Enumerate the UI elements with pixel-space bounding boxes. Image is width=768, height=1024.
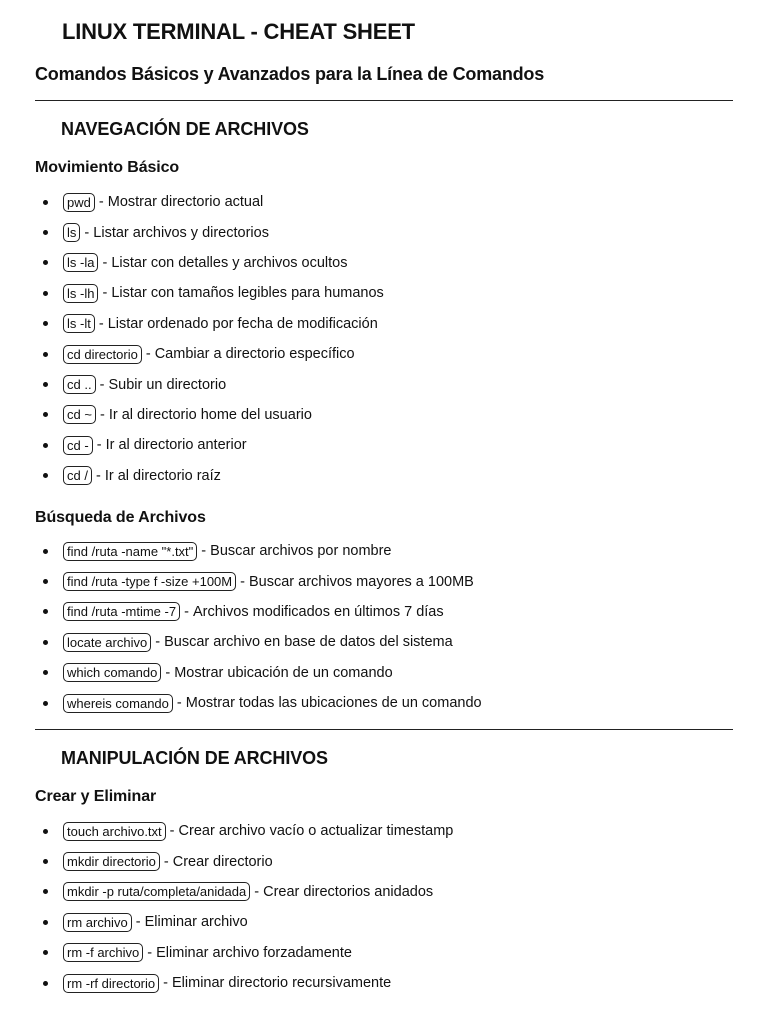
section-heading-manipulacion: MANIPULACIÓN DE ARCHIVOS: [61, 748, 328, 768]
group-heading-movimiento-basico: Movimiento Básico: [35, 159, 180, 176]
list-item-content: [63, 436, 247, 455]
separator: -: [161, 664, 175, 681]
bullet-icon: [43, 412, 48, 417]
bullet-icon: [43, 321, 48, 326]
command-description: Mostrar ubicación de un comando: [174, 664, 393, 681]
command-code: pwd: [63, 193, 95, 212]
group-heading-crear-eliminar: Crear y Eliminar: [35, 788, 157, 805]
list-item: [35, 846, 453, 876]
group-heading-busqueda-archivos: Búsqueda de Archivos: [35, 509, 206, 526]
list-item-content: [63, 405, 312, 424]
bullet-icon: [43, 859, 48, 864]
bullet-icon: [43, 920, 48, 925]
list-item-content: [63, 882, 433, 901]
bullet-icon: [43, 352, 48, 357]
command-code: which comando: [63, 663, 161, 682]
bullet-icon: [43, 443, 48, 448]
separator: -: [172, 695, 186, 712]
divider: [35, 100, 733, 101]
list-item-content: [63, 345, 355, 364]
list-item: [35, 369, 384, 399]
list-item: [35, 461, 384, 491]
command-code: rm -rf directorio: [63, 974, 159, 993]
command-description: Buscar archivos mayores a 100MB: [249, 573, 474, 590]
separator: -: [165, 823, 179, 840]
command-code: cd /: [63, 466, 92, 485]
command-code: locate archivo: [63, 633, 151, 652]
list-item: [35, 248, 384, 278]
list-item: [35, 627, 482, 657]
command-description: Buscar archivo en base de datos del sistema: [164, 634, 453, 651]
list-item-content: [63, 852, 273, 871]
list-item: [35, 597, 482, 627]
command-code: ls: [63, 223, 80, 242]
command-code: find /ruta -type f -size +100M: [63, 572, 236, 591]
bullet-icon: [43, 609, 48, 614]
separator: -: [91, 467, 105, 484]
command-description: Crear directorio: [172, 853, 273, 870]
bullet-icon: [43, 291, 48, 296]
separator: -: [151, 634, 165, 651]
separator: -: [131, 914, 145, 931]
list-item-content: [63, 314, 378, 333]
list-item-content: [63, 284, 384, 303]
bullet-icon: [43, 549, 48, 554]
section-heading-navegacion: NAVEGACIÓN DE ARCHIVOS: [61, 119, 309, 139]
bullet-icon: [43, 382, 48, 387]
list-item-content: [63, 974, 391, 993]
command-description: Eliminar directorio recursivamente: [172, 975, 392, 992]
separator: -: [94, 194, 108, 211]
command-description: Mostrar directorio actual: [107, 194, 264, 211]
bullet-icon: [43, 829, 48, 834]
command-description: Listar ordenado por fecha de modificación: [107, 315, 378, 332]
separator: -: [180, 603, 193, 620]
list-item-content: [63, 943, 352, 962]
bullet-icon: [43, 981, 48, 986]
list-item: [35, 658, 482, 688]
command-description: Ir al directorio anterior: [105, 437, 247, 454]
bullet-icon: [43, 260, 48, 265]
command-list-crear-eliminar: [35, 816, 453, 998]
list-item: [35, 688, 482, 718]
separator: -: [92, 437, 106, 454]
separator: -: [159, 975, 173, 992]
command-description: Crear archivo vacío o actualizar timestamp: [178, 823, 454, 840]
command-code: ls -la: [63, 253, 98, 272]
list-item-content: [63, 572, 474, 591]
list-item-content: [63, 602, 444, 621]
list-item-content: [63, 193, 263, 212]
bullet-icon: [43, 640, 48, 645]
list-item: [35, 968, 453, 998]
command-description: Buscar archivos por nombre: [210, 543, 392, 560]
bullet-icon: [43, 889, 48, 894]
list-item-content: [63, 633, 453, 652]
command-description: Archivos modificados en últimos 7 días: [192, 603, 444, 620]
command-code: cd -: [63, 436, 93, 455]
command-description: Listar con tamaños legibles para humanos: [111, 285, 384, 302]
command-code: ls -lh: [63, 284, 98, 303]
command-code: find /ruta -name "*.txt": [63, 542, 197, 561]
separator: -: [141, 346, 155, 363]
list-item: [35, 816, 453, 846]
command-code: cd ~: [63, 405, 96, 424]
command-code: touch archivo.txt: [63, 822, 166, 841]
list-item-content: [63, 542, 392, 561]
command-description: Subir un directorio: [108, 376, 227, 393]
command-code: mkdir directorio: [63, 852, 160, 871]
list-item-content: [63, 822, 453, 841]
separator: -: [159, 853, 173, 870]
bullet-icon: [43, 200, 48, 205]
list-item: [35, 400, 384, 430]
command-description: Cambiar a directorio específico: [154, 346, 355, 363]
list-item: [35, 536, 482, 566]
separator: -: [197, 543, 211, 560]
command-description: Eliminar archivo: [144, 914, 248, 931]
command-list-busqueda-archivos: [35, 536, 482, 718]
list-item: [35, 877, 453, 907]
command-code: find /ruta -mtime -7: [63, 602, 180, 621]
list-item: [35, 430, 384, 460]
list-item: [35, 309, 384, 339]
list-item: [35, 278, 384, 308]
command-code: rm -f archivo: [63, 943, 143, 962]
separator: -: [98, 254, 112, 271]
list-item-content: [63, 694, 482, 713]
command-description: Eliminar archivo forzadamente: [156, 944, 352, 961]
bullet-icon: [43, 670, 48, 675]
list-item-content: [63, 913, 248, 932]
list-item: [35, 566, 482, 596]
divider: [35, 729, 733, 730]
separator: -: [98, 285, 112, 302]
page-title: LINUX TERMINAL - CHEAT SHEET: [62, 19, 415, 44]
command-description: Mostrar todas las ubicaciones de un comando: [185, 695, 482, 712]
bullet-icon: [43, 579, 48, 584]
list-item: [35, 907, 453, 937]
command-description: Listar archivos y directorios: [93, 224, 269, 241]
command-code: ls -lt: [63, 314, 95, 333]
list-item-content: [63, 375, 226, 394]
list-item-content: [63, 253, 348, 272]
list-item: [35, 938, 453, 968]
separator: -: [94, 315, 108, 332]
command-description: Ir al directorio home del usuario: [108, 406, 312, 423]
bullet-icon: [43, 473, 48, 478]
separator: -: [95, 406, 109, 423]
separator: -: [80, 224, 94, 241]
bullet-icon: [43, 950, 48, 955]
separator: -: [250, 883, 264, 900]
list-item: [35, 187, 384, 217]
bullet-icon: [43, 230, 48, 235]
command-code: whereis comando: [63, 694, 173, 713]
command-description: Listar con detalles y archivos ocultos: [111, 254, 348, 271]
separator: -: [95, 376, 109, 393]
list-item-content: [63, 466, 221, 485]
command-code: cd ..: [63, 375, 96, 394]
list-item: [35, 217, 384, 247]
command-code: rm archivo: [63, 913, 132, 932]
separator: -: [236, 573, 249, 590]
page-subtitle: Comandos Básicos y Avanzados para la Línea de Comandos: [35, 64, 545, 84]
command-description: Ir al directorio raíz: [104, 467, 221, 484]
bullet-icon: [43, 701, 48, 706]
command-list-movimiento-basico: [35, 187, 384, 491]
command-code: cd directorio: [63, 345, 142, 364]
command-code: mkdir -p ruta/completa/anidada: [63, 882, 250, 901]
separator: -: [143, 944, 157, 961]
list-item-content: [63, 223, 269, 242]
command-description: Crear directorios anidados: [263, 883, 434, 900]
list-item-content: [63, 663, 393, 682]
list-item: [35, 339, 384, 369]
